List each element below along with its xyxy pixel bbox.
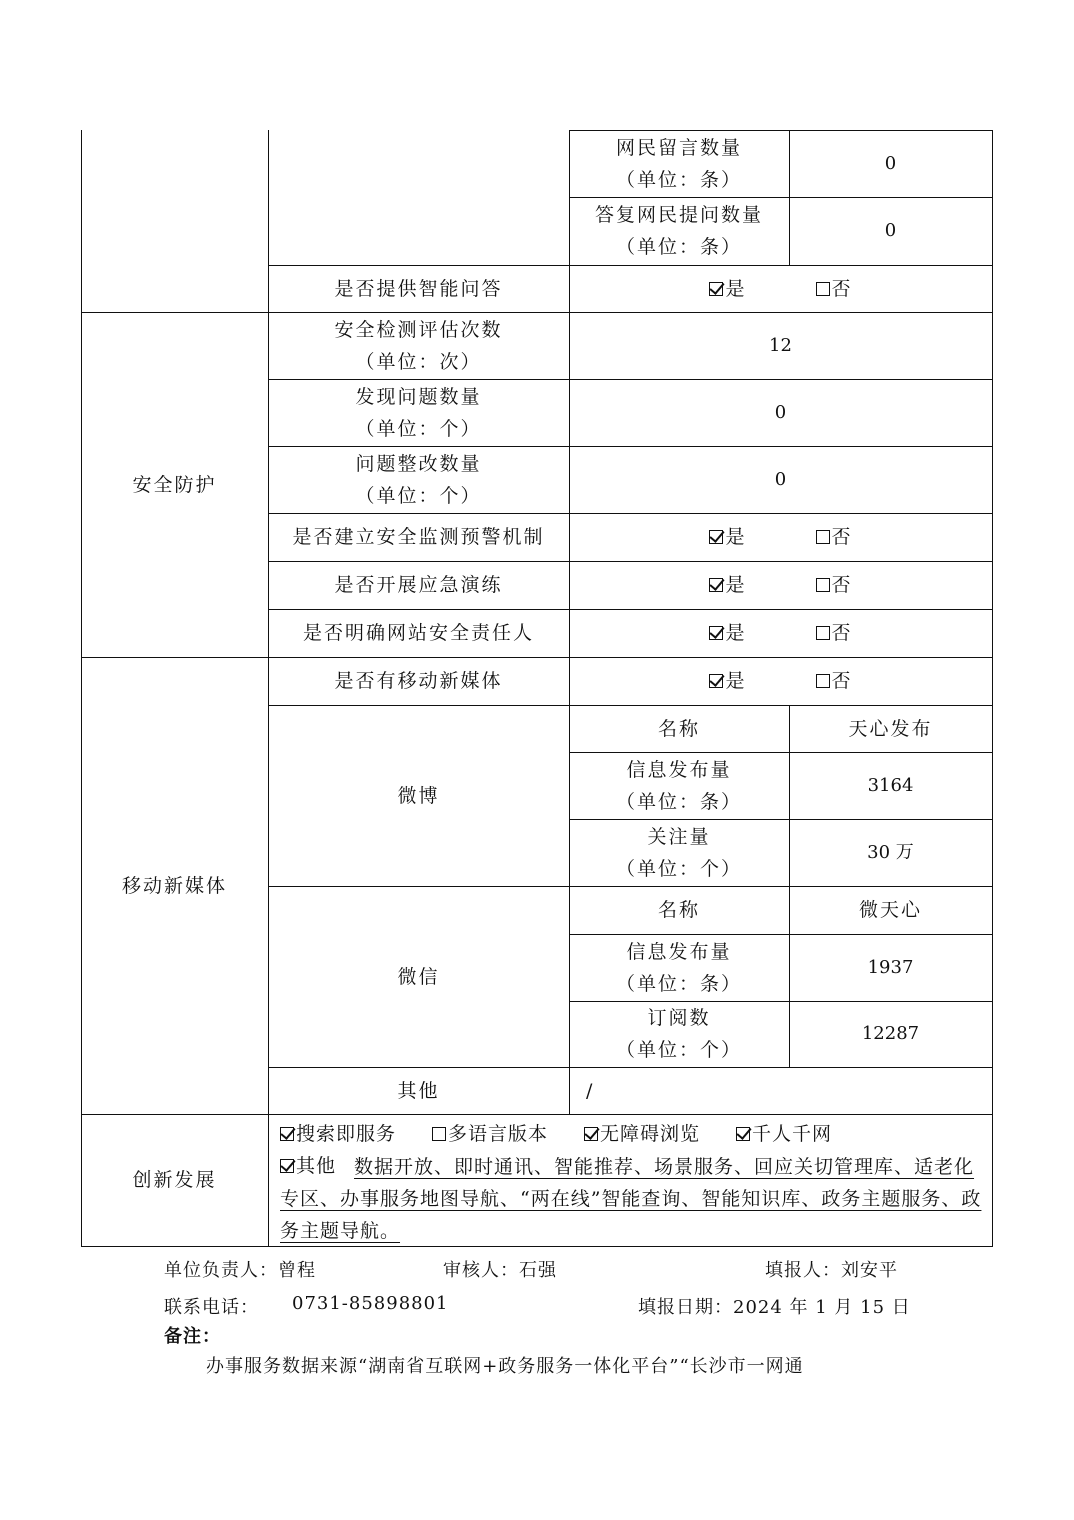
checked-box-icon (709, 282, 723, 296)
checked-box-icon (709, 578, 723, 592)
mobile-yes-checkbox[interactable]: 是 (709, 665, 745, 697)
weibo-name-value: 天心发布 (848, 717, 933, 740)
checked-box-icon (709, 626, 723, 640)
fill-date: 填报日期：2024 年 1 月 15 日 (638, 1297, 911, 1318)
security-section-label: 安全防护 (132, 473, 217, 496)
reply-count-label: 答复网民提问数量 （单位：条） (594, 204, 763, 258)
message-count-label: 网民留言数量 （单位：条） (615, 136, 742, 191)
emergency-drill-label: 是否开展应急演练 (334, 574, 503, 596)
owner-no-checkbox[interactable]: 否 (816, 617, 852, 649)
search-service-checkbox[interactable]: 搜索即服务 (280, 1118, 396, 1150)
unit-leader: 单位负责人：曾程 (164, 1260, 316, 1281)
warning-yes-checkbox[interactable]: 是 (709, 521, 745, 553)
security-eval-value: 12 (769, 334, 792, 356)
issues-found-value: 0 (774, 401, 787, 423)
phone-number: 0731-85898801 (292, 1293, 449, 1314)
weibo-label: 微博 (397, 784, 440, 807)
wechat-name-label: 名称 (657, 899, 700, 921)
empty-box-icon (816, 674, 830, 688)
security-eval-label: 安全检测评估次数 （单位：次） (334, 318, 503, 373)
smart-qa-choice (569, 265, 992, 312)
checked-box-icon (709, 674, 723, 688)
accessibility-checkbox[interactable]: 无障碍浏览 (584, 1118, 700, 1150)
owner-yes-checkbox[interactable]: 是 (709, 617, 745, 649)
issues-fixed-value: 0 (774, 468, 787, 490)
innovation-other-text: 数据开放、即时通讯、智能推荐、场景服务、回应关切管理库、适老化专区、办事服务地图导航、“两在线”智能查询、智能知识库、政务主题服务、政务主题导航。 (280, 1156, 982, 1242)
empty-box-icon (816, 578, 830, 592)
innovation-section-label: 创新发展 (132, 1169, 217, 1191)
wechat-posts-label: 信息发布量 （单位：条） (615, 940, 742, 995)
wechat-name-value: 微天心 (858, 899, 922, 921)
checked-box-icon (584, 1127, 598, 1141)
empty-box-icon (816, 626, 830, 640)
security-owner-label: 是否明确网站安全责任人 (302, 622, 534, 644)
has-mobile-choice (569, 657, 992, 705)
reply-count-value: 0 (884, 220, 897, 241)
drill-yes-checkbox[interactable]: 是 (709, 569, 745, 601)
filler: 填报人：刘安平 (765, 1260, 898, 1281)
warning-mechanism-label: 是否建立安全监测预警机制 (292, 526, 545, 548)
empty-box-icon (432, 1127, 446, 1141)
smart-qa-label: 是否提供智能问答 (334, 277, 503, 300)
weibo-follow-label: 关注量 （单位：个） (615, 825, 742, 880)
has-mobile-label: 是否有移动新媒体 (334, 670, 503, 692)
wechat-sub-label: 订阅数 （单位：个） (615, 1007, 742, 1061)
personalized-checkbox[interactable]: 千人千网 (736, 1118, 832, 1150)
weibo-posts-value: 3164 (867, 774, 914, 796)
mobile-other-label: 其他 (397, 1079, 440, 1102)
weibo-name-label: 名称 (657, 717, 700, 740)
wechat-label: 微信 (397, 965, 440, 988)
drill-no-checkbox[interactable]: 否 (816, 569, 852, 601)
weibo-posts-label: 信息发布量 （单位：条） (615, 758, 742, 813)
issues-fixed-label: 问题整改数量 （单位：个） (355, 452, 482, 507)
smart-qa-yes-checkbox[interactable]: 是 (709, 273, 745, 305)
checked-box-icon (709, 530, 723, 544)
wechat-sub-value: 12287 (861, 1023, 920, 1044)
innovation-options (280, 1118, 986, 1247)
phone-label: 联系电话： (164, 1297, 259, 1318)
reviewer: 审核人：石强 (443, 1260, 557, 1281)
note-text: 办事服务数据来源“湖南省互联网+政务服务一体化平台”“长沙市一网通 (206, 1356, 804, 1377)
emergency-drill-choice (569, 561, 992, 609)
empty-box-icon (816, 282, 830, 296)
note-label: 备注： (164, 1326, 221, 1347)
mobile-other-value: / (586, 1079, 593, 1102)
innovation-other (280, 1150, 986, 1247)
smart-qa-no-checkbox[interactable]: 否 (816, 273, 852, 305)
checked-box-icon (280, 1127, 294, 1141)
checked-box-icon (280, 1159, 294, 1173)
message-count-value: 0 (884, 152, 897, 174)
warning-no-checkbox[interactable]: 否 (816, 521, 852, 553)
multilang-checkbox[interactable]: 多语言版本 (432, 1118, 548, 1150)
empty-box-icon (816, 530, 830, 544)
mobile-no-checkbox[interactable]: 否 (816, 665, 852, 697)
checked-box-icon (736, 1127, 750, 1141)
security-owner-choice (569, 609, 992, 657)
wechat-posts-value: 1937 (867, 956, 914, 978)
warning-mechanism-choice (569, 513, 992, 561)
weibo-follow-value: 30 万 (867, 841, 914, 863)
innovation-other-checkbox[interactable]: 其他 (280, 1150, 336, 1182)
issues-found-label: 发现问题数量 （单位：个） (355, 385, 482, 440)
mobile-section-label: 移动新媒体 (121, 874, 227, 897)
